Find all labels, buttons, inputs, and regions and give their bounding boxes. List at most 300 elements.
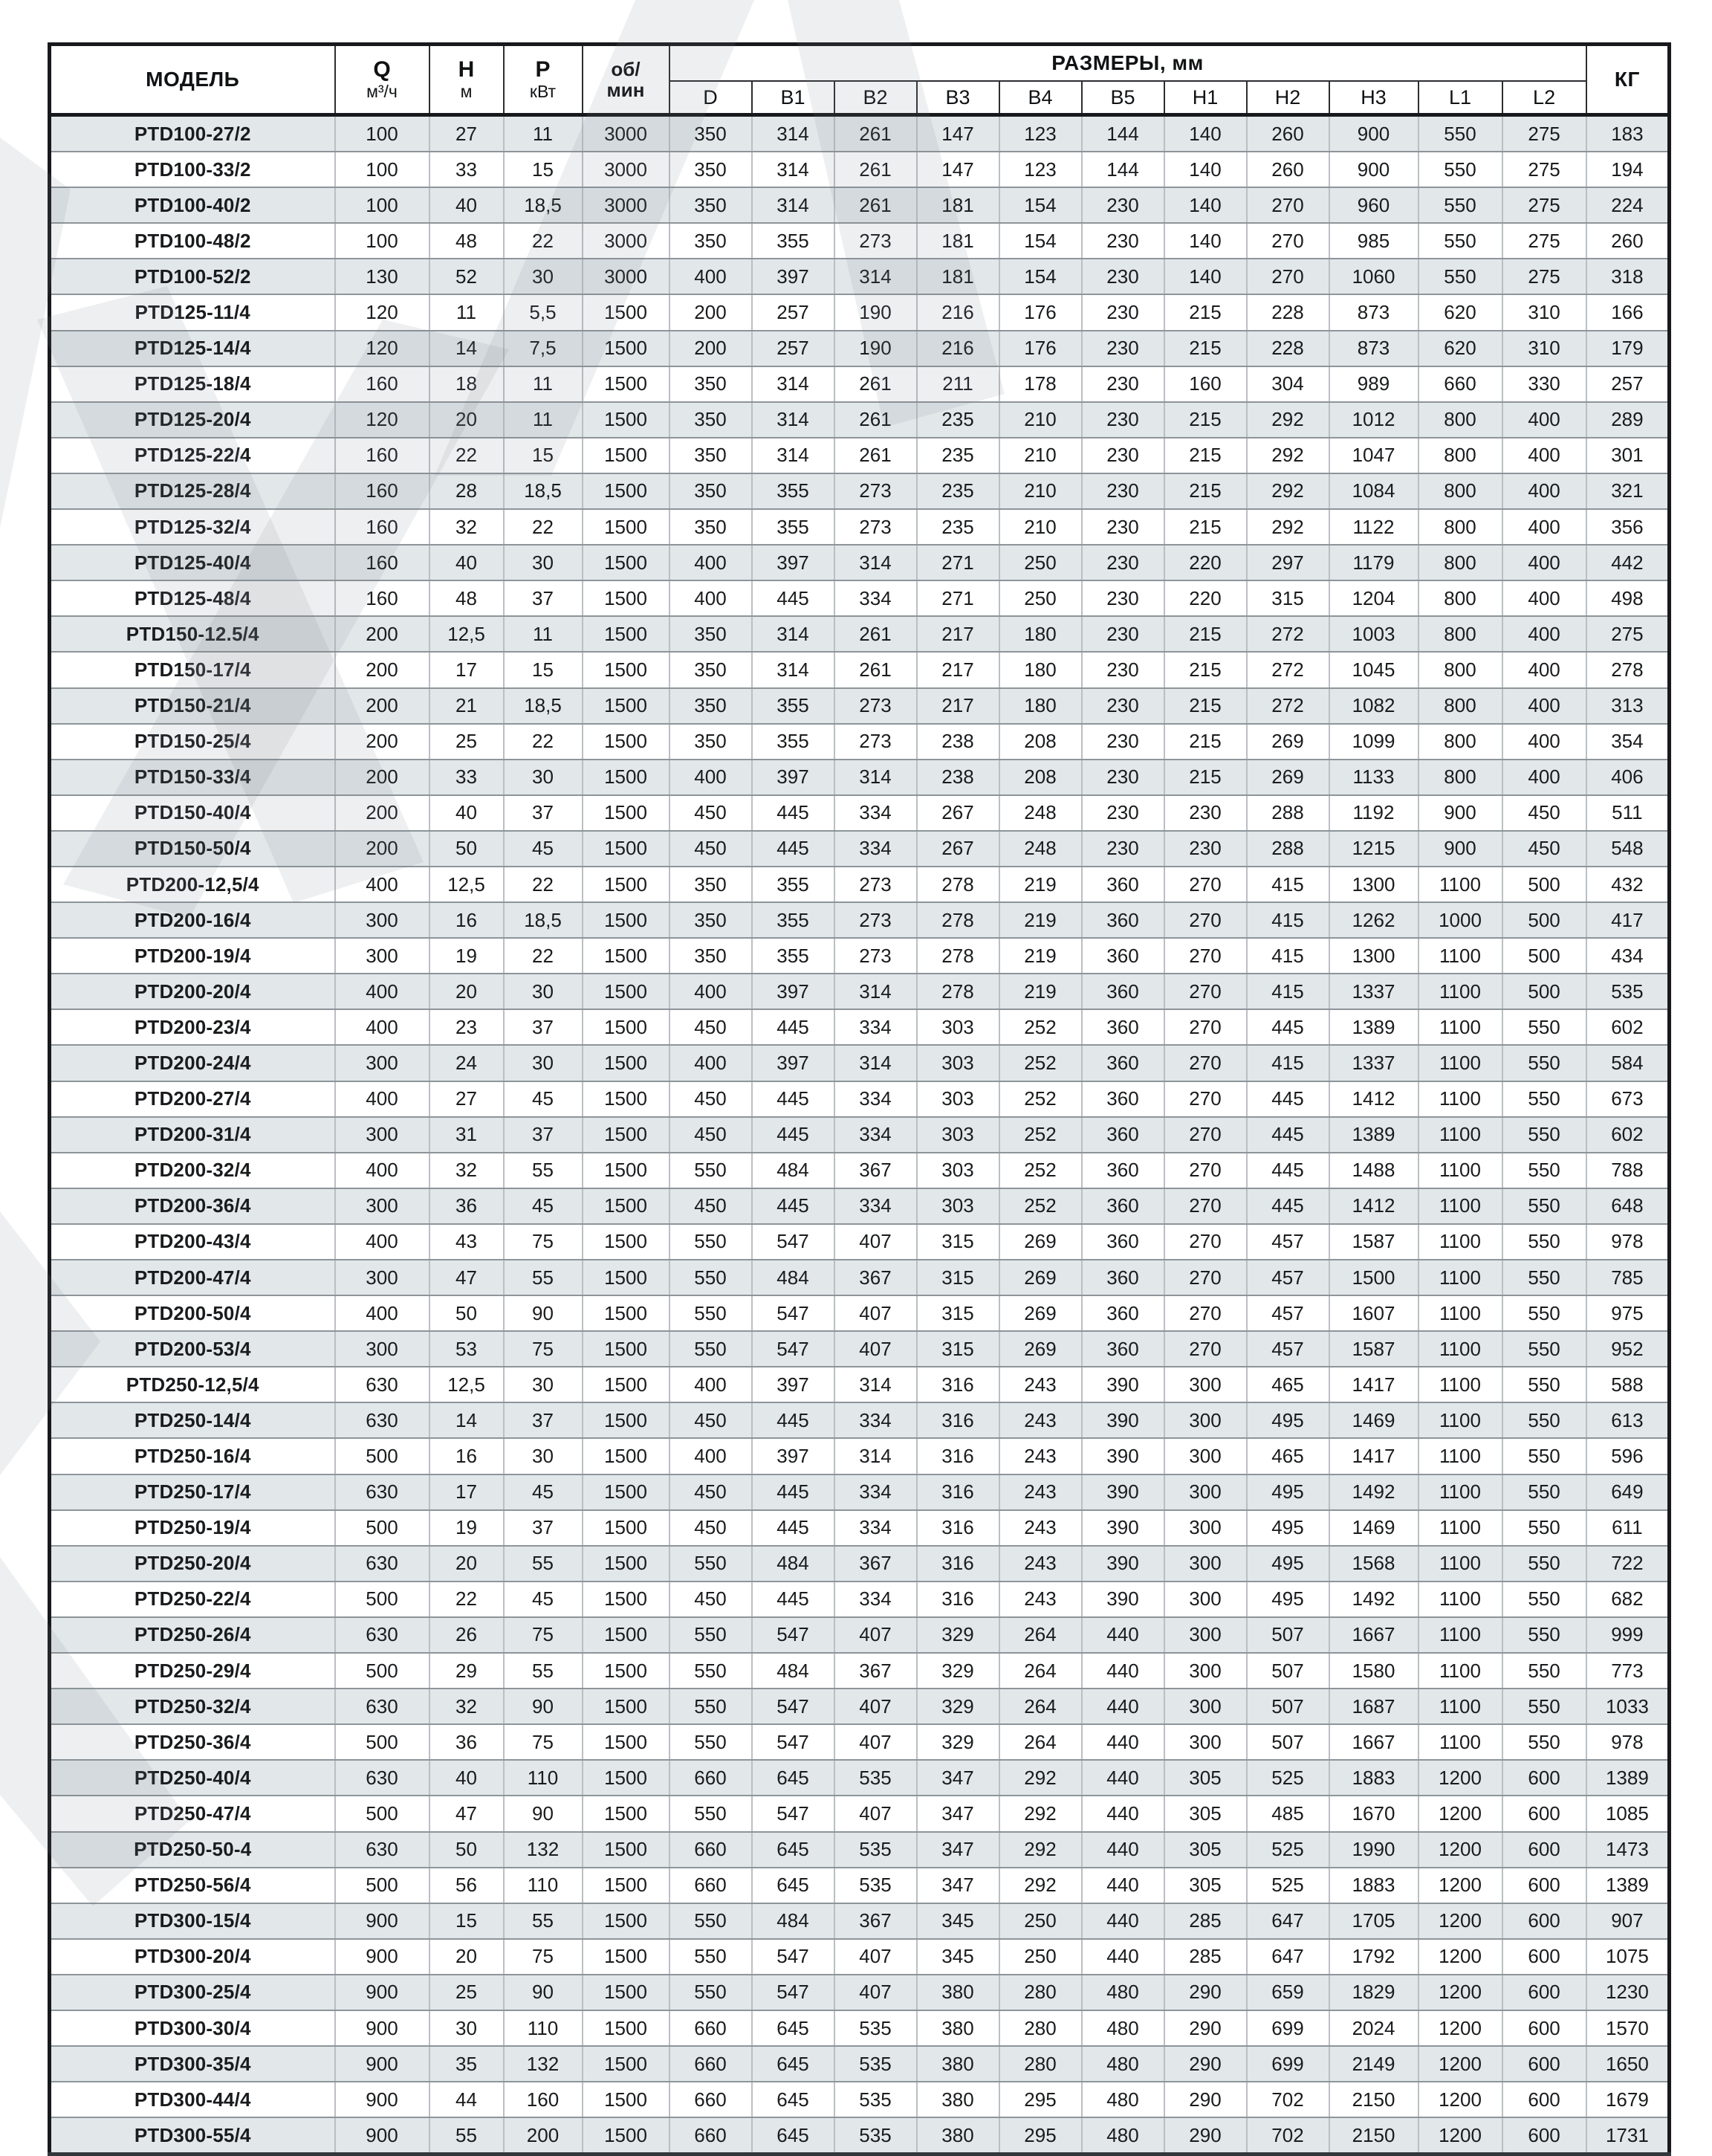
cell-model: PTD200-24/4 — [50, 1045, 335, 1081]
cell-value: 16 — [429, 902, 504, 938]
cell-value: 3000 — [583, 152, 669, 187]
cell-value: 329 — [917, 1689, 999, 1724]
cell-value: 1500 — [583, 1081, 669, 1117]
cell-value: 210 — [999, 509, 1082, 545]
cell-value: 800 — [1418, 652, 1502, 687]
cell-value: 1389 — [1586, 1868, 1670, 1903]
cell-value: 1500 — [583, 1331, 669, 1367]
cell-value: 1204 — [1329, 580, 1418, 616]
cell-value: 288 — [1247, 831, 1329, 867]
cell-value: 550 — [669, 1724, 752, 1760]
cell-value: 260 — [1247, 152, 1329, 187]
cell-value: 978 — [1586, 1224, 1670, 1260]
cell-value: 45 — [504, 1582, 583, 1617]
cell-model: PTD150-40/4 — [50, 795, 335, 831]
cell-value: 45 — [504, 1081, 583, 1117]
cell-value: 132 — [504, 2046, 583, 2082]
cell-value: 355 — [752, 473, 834, 509]
cell-value: 289 — [1586, 402, 1670, 438]
cell-value: 261 — [834, 187, 917, 223]
cell-value: 873 — [1329, 294, 1418, 330]
cell-value: 1100 — [1418, 938, 1502, 974]
cell-value: 15 — [504, 438, 583, 473]
cell-value: 952 — [1586, 1331, 1670, 1367]
cell-value: 40 — [429, 795, 504, 831]
cell-value: 1500 — [583, 1045, 669, 1081]
cell-value: 75 — [504, 1724, 583, 1760]
cell-model: PTD200-23/4 — [50, 1009, 335, 1045]
cell-value: 228 — [1247, 294, 1329, 330]
cell-model: PTD200-19/4 — [50, 938, 335, 974]
cell-value: 800 — [1418, 616, 1502, 652]
cell-value: 1100 — [1418, 1224, 1502, 1260]
cell-value: 380 — [917, 2010, 999, 2046]
table-row — [50, 1438, 1670, 1474]
cell-value: 300 — [1164, 1724, 1247, 1760]
cell-value: 1084 — [1329, 473, 1418, 509]
cell-value: 507 — [1247, 1724, 1329, 1760]
cell-value: 600 — [1502, 1975, 1586, 2010]
cell-value: 1500 — [583, 902, 669, 938]
table-row — [50, 2046, 1670, 2082]
cell-value: 450 — [669, 1474, 752, 1510]
cell-value: 900 — [1329, 115, 1418, 152]
cell-value: 400 — [335, 867, 429, 902]
cell-value: 1500 — [583, 1760, 669, 1796]
cell-value: 334 — [834, 1402, 917, 1438]
cell-value: 507 — [1247, 1617, 1329, 1653]
cell-value: 334 — [834, 1117, 917, 1153]
cell-value: 14 — [429, 1402, 504, 1438]
cell-value: 273 — [834, 724, 917, 760]
cell-value: 989 — [1329, 366, 1418, 402]
cell-value: 252 — [999, 1045, 1082, 1081]
cell-value: 272 — [1247, 616, 1329, 652]
p-symbol: Р — [535, 57, 551, 82]
cell-value: 7,5 — [504, 331, 583, 366]
cell-value: 300 — [1164, 1546, 1247, 1582]
cell-value: 334 — [834, 1081, 917, 1117]
cell-value: 350 — [669, 902, 752, 938]
table-row — [50, 1117, 1670, 1153]
cell-value: 647 — [1247, 1939, 1329, 1975]
cell-value: 1100 — [1418, 1081, 1502, 1117]
cell-value: 215 — [1164, 438, 1247, 473]
cell-value: 37 — [504, 795, 583, 831]
cell-value: 140 — [1164, 223, 1247, 259]
cell-value: 270 — [1164, 1224, 1247, 1260]
cell-value: 160 — [335, 473, 429, 509]
cell-model: PTD200-16/4 — [50, 902, 335, 938]
cell-model: PTD200-27/4 — [50, 1081, 335, 1117]
cell-value: 315 — [917, 1260, 999, 1295]
cell-value: 230 — [1082, 402, 1164, 438]
cell-value: 334 — [834, 795, 917, 831]
cell-value: 43 — [429, 1224, 504, 1260]
cell-value: 495 — [1247, 1546, 1329, 1582]
cell-value: 12,5 — [429, 616, 504, 652]
cell-value: 1200 — [1418, 1868, 1502, 1903]
cell-value: 305 — [1164, 1796, 1247, 1831]
cell-value: 270 — [1247, 223, 1329, 259]
cell-value: 22 — [504, 938, 583, 974]
cell-value: 1100 — [1418, 1724, 1502, 1760]
cell-value: 1262 — [1329, 902, 1418, 938]
cell-model: PTD150-33/4 — [50, 760, 335, 795]
cell-value: 500 — [1502, 974, 1586, 1009]
cell-value: 1060 — [1329, 259, 1418, 294]
cell-value: 270 — [1247, 187, 1329, 223]
cell-value: 360 — [1082, 1009, 1164, 1045]
cell-model: PTD250-36/4 — [50, 1724, 335, 1760]
cell-value: 32 — [429, 509, 504, 545]
cell-value: 550 — [669, 1617, 752, 1653]
cell-value: 360 — [1082, 1331, 1164, 1367]
cell-value: 11 — [504, 115, 583, 152]
cell-model: PTD200-36/4 — [50, 1188, 335, 1224]
cell-value: 1100 — [1418, 1474, 1502, 1510]
cell-value: 450 — [669, 1117, 752, 1153]
cell-value: 292 — [1247, 402, 1329, 438]
cell-value: 1500 — [583, 1689, 669, 1724]
cell-value: 140 — [1164, 152, 1247, 187]
cell-model: PTD250-14/4 — [50, 1402, 335, 1438]
cell-value: 15 — [504, 652, 583, 687]
cell-value: 360 — [1082, 1045, 1164, 1081]
cell-value: 547 — [752, 1331, 834, 1367]
cell-value: 35 — [429, 2046, 504, 2082]
cell-value: 1580 — [1329, 1653, 1418, 1689]
cell-value: 315 — [917, 1295, 999, 1331]
col-header-rpm — [583, 45, 669, 115]
cell-value: 1412 — [1329, 1081, 1418, 1117]
table-row — [50, 259, 1670, 294]
cell-value: 300 — [1164, 1474, 1247, 1510]
cell-value: 400 — [669, 545, 752, 580]
cell-value: 360 — [1082, 1081, 1164, 1117]
col-header-model — [50, 45, 335, 115]
cell-value: 550 — [669, 1939, 752, 1975]
table-row — [50, 580, 1670, 616]
cell-value: 90 — [504, 1796, 583, 1831]
cell-value: 360 — [1082, 902, 1164, 938]
cell-value: 550 — [669, 1295, 752, 1331]
cell-value: 278 — [917, 938, 999, 974]
cell-value: 329 — [917, 1724, 999, 1760]
cell-value: 1200 — [1418, 2117, 1502, 2155]
cell-value: 1500 — [583, 331, 669, 366]
cell-value: 20 — [429, 1546, 504, 1582]
cell-value: 1650 — [1586, 2046, 1670, 2082]
cell-value: 985 — [1329, 223, 1418, 259]
cell-value: 273 — [834, 688, 917, 724]
cell-value: 160 — [335, 366, 429, 402]
cell-value: 75 — [504, 1224, 583, 1260]
cell-value: 19 — [429, 938, 504, 974]
cell-model: PTD300-15/4 — [50, 1903, 335, 1939]
col-header-b2: B2 — [834, 81, 917, 115]
cell-value: 303 — [917, 1081, 999, 1117]
cell-value: 400 — [335, 1081, 429, 1117]
cell-value: 300 — [1164, 1689, 1247, 1724]
cell-model: PTD250-17/4 — [50, 1474, 335, 1510]
cell-value: 407 — [834, 1331, 917, 1367]
cell-value: 230 — [1082, 366, 1164, 402]
cell-value: 190 — [834, 331, 917, 366]
cell-value: 800 — [1418, 545, 1502, 580]
cell-value: 20 — [429, 402, 504, 438]
cell-value: 334 — [834, 1510, 917, 1546]
col-header-b1: B1 — [752, 81, 834, 115]
cell-value: 140 — [1164, 187, 1247, 223]
cell-value: 600 — [1502, 2010, 1586, 2046]
cell-value: 314 — [834, 1438, 917, 1474]
cell-value: 407 — [834, 1689, 917, 1724]
cell-value: 2150 — [1329, 2117, 1418, 2155]
cell-value: 400 — [335, 1224, 429, 1260]
cell-value: 160 — [504, 2082, 583, 2117]
cell-value: 440 — [1082, 1903, 1164, 1939]
cell-value: 200 — [335, 831, 429, 867]
cell-value: 1179 — [1329, 545, 1418, 580]
cell-value: 290 — [1164, 2046, 1247, 2082]
cell-value: 314 — [752, 115, 834, 152]
cell-value: 1587 — [1329, 1224, 1418, 1260]
cell-value: 900 — [335, 1903, 429, 1939]
cell-model: PTD125-22/4 — [50, 438, 335, 473]
cell-value: 355 — [752, 688, 834, 724]
cell-value: 507 — [1247, 1653, 1329, 1689]
cell-value: 25 — [429, 1975, 504, 2010]
cell-value: 2149 — [1329, 2046, 1418, 2082]
cell-value: 350 — [669, 402, 752, 438]
cell-value: 261 — [834, 115, 917, 152]
cell-value: 400 — [669, 1438, 752, 1474]
cell-value: 1469 — [1329, 1510, 1418, 1546]
cell-value: 1300 — [1329, 938, 1418, 974]
cell-model: PTD250-40/4 — [50, 1760, 335, 1796]
cell-value: 480 — [1082, 2046, 1164, 2082]
cell-value: 550 — [1502, 1188, 1586, 1224]
cell-model: PTD100-52/2 — [50, 259, 335, 294]
cell-value: 261 — [834, 402, 917, 438]
cell-value: 2150 — [1329, 2082, 1418, 2117]
cell-value: 30 — [429, 2010, 504, 2046]
cell-value: 800 — [1418, 473, 1502, 509]
table-row — [50, 545, 1670, 580]
cell-value: 261 — [834, 652, 917, 687]
cell-model: PTD125-40/4 — [50, 545, 335, 580]
cell-value: 397 — [752, 259, 834, 294]
cell-value: 300 — [1164, 1617, 1247, 1653]
cell-value: 275 — [1586, 616, 1670, 652]
cell-value: 630 — [335, 1546, 429, 1582]
cell-value: 235 — [917, 438, 999, 473]
table-row — [50, 902, 1670, 938]
cell-value: 800 — [1418, 438, 1502, 473]
cell-model: PTD125-32/4 — [50, 509, 335, 545]
cell-value: 550 — [1502, 1260, 1586, 1295]
cell-value: 215 — [1164, 509, 1247, 545]
cell-value: 273 — [834, 902, 917, 938]
cell-value: 160 — [335, 545, 429, 580]
cell-value: 1500 — [583, 1188, 669, 1224]
cell-value: 147 — [917, 152, 999, 187]
cell-value: 400 — [669, 974, 752, 1009]
cell-value: 216 — [917, 294, 999, 330]
cell-value: 238 — [917, 760, 999, 795]
table-row — [50, 1760, 1670, 1796]
cell-value: 224 — [1586, 187, 1670, 223]
cell-value: 380 — [917, 2117, 999, 2155]
cell-value: 445 — [752, 1474, 834, 1510]
cell-value: 37 — [504, 1510, 583, 1546]
cell-model: PTD200-32/4 — [50, 1153, 335, 1188]
cell-value: 550 — [669, 1796, 752, 1831]
cell-value: 228 — [1247, 331, 1329, 366]
cell-value: 702 — [1247, 2117, 1329, 2155]
cell-value: 547 — [752, 1295, 834, 1331]
cell-value: 535 — [834, 1832, 917, 1868]
cell-value: 257 — [752, 294, 834, 330]
cell-value: 525 — [1247, 1832, 1329, 1868]
cell-value: 334 — [834, 1474, 917, 1510]
table-row — [50, 473, 1670, 509]
h-unit: м — [460, 82, 473, 101]
cell-value: 660 — [669, 2082, 752, 2117]
cell-value: 600 — [1502, 1939, 1586, 1975]
cell-value: 1570 — [1586, 2010, 1670, 2046]
cell-value: 660 — [669, 1868, 752, 1903]
cell-value: 465 — [1247, 1367, 1329, 1402]
cell-value: 1500 — [583, 867, 669, 902]
cell-value: 550 — [1502, 1009, 1586, 1045]
cell-value: 649 — [1586, 1474, 1670, 1510]
cell-value: 397 — [752, 1045, 834, 1081]
cell-value: 400 — [1502, 688, 1586, 724]
cell-value: 500 — [335, 1438, 429, 1474]
cell-model: PTD250-47/4 — [50, 1796, 335, 1831]
cell-value: 445 — [752, 831, 834, 867]
cell-value: 1500 — [583, 1724, 669, 1760]
cell-value: 450 — [1502, 831, 1586, 867]
cell-value: 347 — [917, 1868, 999, 1903]
cell-value: 30 — [504, 974, 583, 1009]
cell-value: 1200 — [1418, 1939, 1502, 1975]
cell-value: 120 — [335, 294, 429, 330]
cell-value: 303 — [917, 1045, 999, 1081]
cell-value: 28 — [429, 473, 504, 509]
cell-value: 900 — [335, 2082, 429, 2117]
cell-value: 535 — [834, 2117, 917, 2155]
cell-value: 550 — [1502, 1045, 1586, 1081]
cell-value: 3000 — [583, 223, 669, 259]
cell-value: 535 — [834, 2046, 917, 2082]
cell-value: 230 — [1082, 331, 1164, 366]
cell-value: 350 — [669, 438, 752, 473]
cell-value: 415 — [1247, 902, 1329, 938]
cell-value: 30 — [504, 1045, 583, 1081]
cell-model: PTD100-48/2 — [50, 223, 335, 259]
cell-value: 264 — [999, 1689, 1082, 1724]
cell-value: 630 — [335, 1689, 429, 1724]
cell-value: 390 — [1082, 1367, 1164, 1402]
cell-value: 1500 — [583, 545, 669, 580]
cell-value: 11 — [504, 616, 583, 652]
cell-value: 261 — [834, 366, 917, 402]
cell-value: 350 — [669, 867, 752, 902]
cell-value: 525 — [1247, 1868, 1329, 1903]
cell-value: 440 — [1082, 1617, 1164, 1653]
cell-model: PTD250-22/4 — [50, 1582, 335, 1617]
table-row — [50, 294, 1670, 330]
cell-value: 1200 — [1418, 1975, 1502, 2010]
cell-value: 22 — [504, 724, 583, 760]
cell-value: 800 — [1418, 402, 1502, 438]
cell-value: 457 — [1247, 1260, 1329, 1295]
cell-model: PTD250-12,5/4 — [50, 1367, 335, 1402]
cell-value: 445 — [1247, 1117, 1329, 1153]
cell-value: 1075 — [1586, 1939, 1670, 1975]
cell-value: 367 — [834, 1653, 917, 1689]
cell-model: PTD200-31/4 — [50, 1117, 335, 1153]
cell-value: 550 — [1502, 1510, 1586, 1546]
cell-value: 270 — [1164, 902, 1247, 938]
cell-value: 273 — [834, 867, 917, 902]
cell-value: 269 — [999, 1331, 1082, 1367]
cell-value: 1667 — [1329, 1617, 1418, 1653]
cell-value: 600 — [1502, 1796, 1586, 1831]
cell-value: 260 — [1247, 115, 1329, 152]
cell-value: 292 — [999, 1832, 1082, 1868]
cell-value: 1200 — [1418, 2082, 1502, 2117]
cell-value: 1500 — [583, 438, 669, 473]
cell-value: 264 — [999, 1724, 1082, 1760]
table-row — [50, 688, 1670, 724]
cell-value: 316 — [917, 1510, 999, 1546]
cell-value: 440 — [1082, 1868, 1164, 1903]
table-row — [50, 331, 1670, 366]
cell-value: 484 — [752, 1653, 834, 1689]
cell-value: 230 — [1082, 438, 1164, 473]
cell-value: 630 — [335, 1367, 429, 1402]
table-row — [50, 1868, 1670, 1903]
cell-value: 90 — [504, 1975, 583, 2010]
cell-value: 999 — [1586, 1617, 1670, 1653]
cell-value: 18,5 — [504, 473, 583, 509]
table-row — [50, 187, 1670, 223]
cell-value: 272 — [1247, 688, 1329, 724]
cell-value: 314 — [752, 616, 834, 652]
cell-value: 547 — [752, 1224, 834, 1260]
cell-value: 47 — [429, 1796, 504, 1831]
cell-value: 550 — [1502, 1295, 1586, 1331]
cell-value: 630 — [335, 1402, 429, 1438]
cell-value: 390 — [1082, 1474, 1164, 1510]
cell-value: 123 — [999, 115, 1082, 152]
cell-value: 316 — [917, 1582, 999, 1617]
cell-value: 32 — [429, 1153, 504, 1188]
cell-value: 270 — [1247, 259, 1329, 294]
table-row — [50, 831, 1670, 867]
cell-value: 1337 — [1329, 1045, 1418, 1081]
cell-value: 100 — [335, 115, 429, 152]
cell-value: 1012 — [1329, 402, 1418, 438]
cell-value: 243 — [999, 1402, 1082, 1438]
cell-value: 292 — [999, 1868, 1082, 1903]
cell-value: 181 — [917, 187, 999, 223]
cell-value: 295 — [999, 2082, 1082, 2117]
